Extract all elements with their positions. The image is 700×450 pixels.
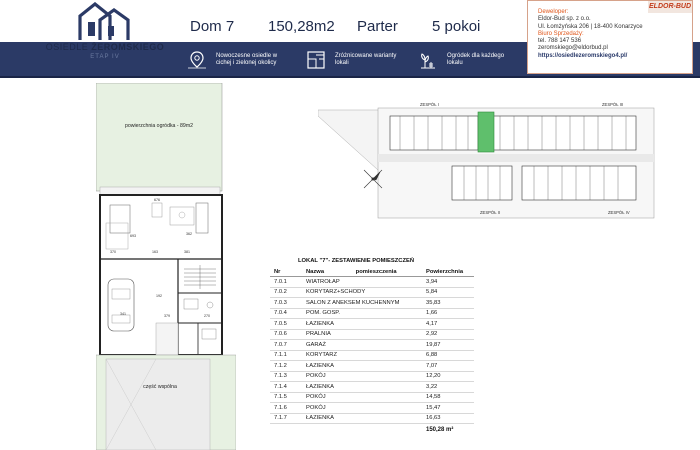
eldor-bud-logo: ELDOR-BUD — [648, 1, 692, 13]
cell-name: SALON Z ANEKSEM KUCHENNYM — [306, 299, 400, 306]
table-total-row — [270, 424, 474, 436]
table-row — [270, 277, 474, 288]
garden-icon — [417, 50, 439, 70]
cell-nr: 7.1.4 — [274, 383, 287, 390]
map-pin-icon — [186, 50, 208, 70]
garden-label: powierzchnia ogródka - 89m2 — [124, 123, 194, 129]
cell-nr: 7.1.6 — [274, 404, 287, 411]
table-row — [270, 319, 474, 330]
cell-nr: 7.0.4 — [274, 310, 287, 317]
svg-text:341: 341 — [120, 312, 126, 316]
svg-text:362: 362 — [186, 232, 192, 236]
floor-plan — [96, 83, 236, 450]
common-area-label: część wspólna — [143, 384, 177, 390]
houses-logo-icon — [58, 2, 152, 42]
table-row — [270, 361, 474, 372]
phone[interactable]: tel. 788 147 536 — [538, 38, 582, 45]
header-nr: Nr — [274, 269, 281, 275]
cell-area: 19,87 — [426, 341, 441, 348]
zone-label-4: ZESPÓŁ IV — [608, 210, 630, 215]
zone-label-3: ZESPÓŁ III — [602, 102, 624, 107]
cell-nr: 7.1.5 — [274, 394, 287, 401]
cell-area: 35,83 — [426, 299, 441, 306]
header-name-label: Nazwa — [306, 269, 325, 275]
logo-line2: ŻEROMSKIEGO — [91, 42, 165, 52]
table-row — [270, 340, 474, 351]
cell-nr: 7.0.6 — [274, 331, 287, 338]
cell-nr: 7.1.2 — [274, 362, 287, 369]
cell-name: POKÓJ — [306, 373, 326, 380]
cell-nr: 7.0.2 — [274, 289, 287, 296]
cell-nr: 7.0.3 — [274, 299, 287, 306]
cell-name: KORYTARZ — [306, 352, 338, 359]
cell-name: ŁAZIENKA — [306, 362, 335, 369]
cell-name: GARAŻ — [306, 341, 326, 348]
osiedle-logo — [40, 2, 170, 66]
company-name: Eldor-Bud sp. z o.o. — [538, 16, 591, 23]
office-label: Biuro Sprzedaży: — [538, 30, 584, 37]
company-address: Ul. Łomżyńska 206 | 18-400 Konarzyce — [538, 23, 643, 30]
email-link[interactable]: zeromskiego@eldorbud.pl — [538, 45, 608, 52]
cell-area: 1,66 — [426, 310, 438, 317]
cell-name: KORYTARZ+SCHODY — [306, 289, 366, 296]
cell-name: POKÓJ — [306, 404, 326, 411]
contact-box — [527, 0, 693, 74]
website-link[interactable]: https://osiedlezeromskiego4.pl/ — [538, 52, 628, 59]
feature-location-text: Nowoczesne osiedle w cichej i zielonej okolicy — [216, 53, 278, 66]
table-title: LOKAL "7"- ZESTAWIENIE POMIESZCZEŃ — [298, 258, 415, 264]
cell-area: 12,20 — [426, 373, 441, 380]
cell-name: WIATROŁAP — [306, 278, 340, 285]
svg-text:381: 381 — [184, 250, 190, 254]
zone-label-2: ZESPÓŁ II — [480, 210, 501, 215]
cell-name: POM. GOSP. — [306, 310, 341, 317]
cell-nr: 7.1.1 — [274, 352, 287, 359]
room-table — [270, 258, 474, 436]
cell-area: 5,84 — [426, 289, 438, 296]
floorplan-icon — [305, 50, 327, 70]
cell-area: 6,88 — [426, 352, 438, 359]
svg-text:370: 370 — [110, 250, 116, 254]
cell-nr: 7.1.7 — [274, 415, 287, 422]
table-row — [270, 403, 474, 414]
cell-name: POKÓJ — [306, 394, 326, 401]
cell-nr: 7.0.7 — [274, 341, 287, 348]
header-room-label: pomieszczenia — [355, 269, 397, 275]
logo-line1: OSIEDLE — [45, 42, 89, 52]
total-area: 150,28 m² — [426, 427, 454, 433]
table-row — [270, 288, 474, 299]
highlighted-unit — [478, 112, 494, 152]
cell-area: 2,92 — [426, 331, 438, 338]
table-row — [270, 393, 474, 404]
developer-label: Deweloper: — [538, 9, 569, 15]
cell-area: 3,22 — [426, 383, 438, 390]
feature-variants — [305, 50, 399, 70]
header-name — [306, 269, 426, 275]
cell-area: 3,94 — [426, 278, 438, 285]
svg-text:163: 163 — [152, 250, 158, 254]
svg-text:379: 379 — [164, 314, 170, 318]
site-plan — [318, 96, 658, 220]
cell-name: ŁAZIENKA — [306, 320, 335, 327]
logo-etap: ETAP IV — [90, 54, 120, 60]
cell-name: ŁAZIENKA — [306, 415, 335, 422]
cell-area: 16,63 — [426, 415, 441, 422]
cell-nr: 7.1.3 — [274, 373, 287, 380]
svg-text:676: 676 — [154, 198, 160, 202]
cell-name: PRALNIA — [306, 331, 331, 338]
header-area: Powierzchnia — [426, 269, 464, 275]
table-row — [270, 414, 474, 425]
cell-area: 15,47 — [426, 404, 441, 411]
table-header — [270, 268, 474, 277]
table-row — [270, 382, 474, 393]
cell-nr: 7.0.1 — [274, 278, 287, 285]
garden-area — [96, 83, 222, 191]
svg-text:270: 270 — [204, 314, 210, 318]
cell-area: 4,17 — [426, 320, 438, 327]
table-row — [270, 298, 474, 309]
house-number: Dom 7 — [190, 18, 235, 35]
zone-label-1: ZESPÓŁ I — [420, 102, 439, 107]
table-rows — [270, 277, 474, 424]
cell-area: 7,07 — [426, 362, 438, 369]
table-row — [270, 351, 474, 362]
feature-garden — [417, 50, 511, 70]
svg-text:693: 693 — [130, 234, 136, 238]
table-row — [270, 309, 474, 320]
page-header — [0, 0, 700, 78]
cell-area: 14,58 — [426, 394, 441, 401]
feature-location — [186, 50, 280, 70]
floor-level: Parter — [357, 18, 398, 35]
svg-text:192: 192 — [156, 294, 162, 298]
table-row — [270, 372, 474, 383]
logo-text — [40, 42, 170, 52]
cell-nr: 7.0.5 — [274, 320, 287, 327]
cell-name: ŁAZIENKA — [306, 383, 335, 390]
room-count: 5 pokoi — [432, 18, 481, 35]
feature-variants-text: Zróżnicowane warianty lokali — [335, 53, 397, 66]
table-row — [270, 330, 474, 341]
feature-garden-text: Ogródek dla każdego lokalu — [447, 53, 505, 66]
house-area: 150,28m2 — [268, 18, 335, 35]
